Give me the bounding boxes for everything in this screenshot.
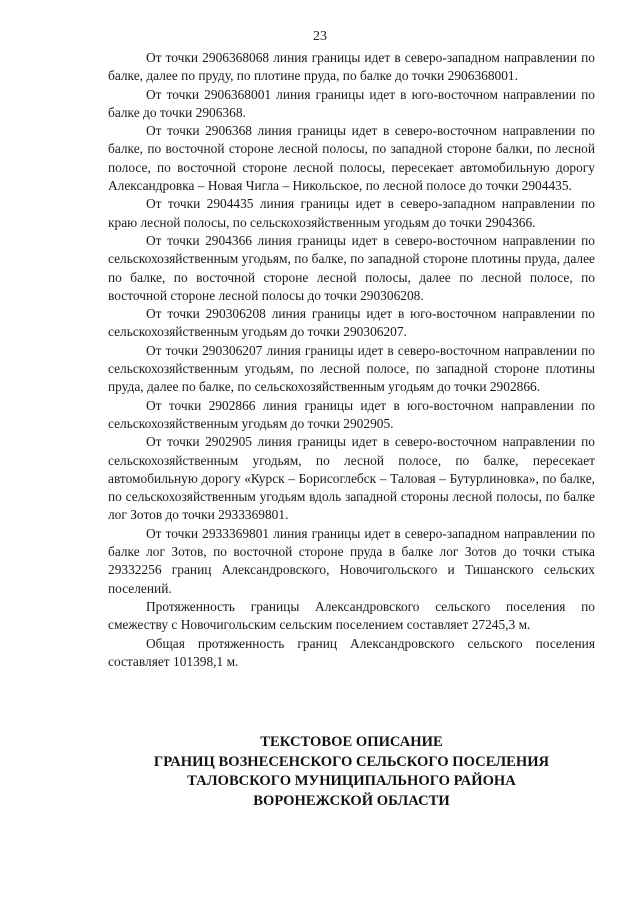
heading-line: ГРАНИЦ ВОЗНЕСЕНСКОГО СЕЛЬСКОГО ПОСЕЛЕНИЯ xyxy=(153,753,550,770)
paragraph: От точки 290306207 линия границы идет в северо-восточном направлении по сельскохозяйственным угодьям, по лесной полосе, по западной стороне плотины пруда, далее по балке, по сельскохозяйственным угодьям до точки 2902866. xyxy=(108,342,595,395)
page-number: 23 xyxy=(313,29,327,44)
heading-line: ВОРОНЕЖСКОЙ ОБЛАСТИ xyxy=(253,792,450,809)
paragraph: Общая протяженность границ Александровского сельского поселения составляет 101398,1 м. xyxy=(108,635,595,669)
heading-line: ТАЛОВСКОГО МУНИЦИПАЛЬНОГО РАЙОНА xyxy=(187,773,516,789)
heading-line: ТЕКСТОВОЕ ОПИСАНИЕ xyxy=(260,734,443,750)
paragraph: От точки 290306208 линия границы идет в юго-восточном направлении по сельскохозяйственным угодьям до точки 290306207. xyxy=(108,306,595,340)
section-heading xyxy=(108,733,595,811)
paragraph: От точки 2933369801 линия границы идет в северо-западном направлении по балке лог Зотов, по восточной стороне пруда в балке лог Зотов до точки стыка 29332256 границ Александровского, Новочигольского и Тишанского сельских поселений. xyxy=(108,525,595,596)
paragraph: От точки 2906368 линия границы идет в северо-восточном направлении по балке, по восточной стороне лесной полосы, по западной стороне балки, по лесной полосе, по восточной стороне лесной полосы, пересекает автомобильную дорогу Александровка – Новая Чигла – Никольское, по лесной полосе до точки 2904435. xyxy=(108,123,595,194)
paragraph: От точки 2904366 линия границы идет в северо-восточном направлении по сельскохозяйственным угодьям, по балке, по западной стороне плотины пруда, далее по балке, по восточной стороне лесной полосы, далее по лесной полосе, по восточной стороне лесной полосы до точки 290306208. xyxy=(108,232,595,303)
paragraph: От точки 2904435 линия границы идет в северо-западном направлении по краю лесной полосы, по сельскохозяйственным угодьям до точки 2904366. xyxy=(108,196,595,230)
paragraph: От точки 2902905 линия границы идет в северо-восточном направлении по сельскохозяйственным угодьям, по лесной полосе, по балке, пересекает автомобильную дорогу «Курск – Борисоглебск – Таловая – Бутурлиновка», по балке, по сельскохозяйственным угодьям вдоль западной стороны лесной полосы, по балке лог Зотов до точки 2933369801. xyxy=(108,434,595,523)
paragraph: От точки 2906368068 линия границы идет в северо-западном направлении по балке, далее по пруду, по плотине пруда, по балке до точки 2906368001. xyxy=(108,50,595,84)
paragraph: От точки 2902866 линия границы идет в юго-восточном направлении по сельскохозяйственным угодьям до точки 2902905. xyxy=(108,397,595,431)
paragraph: Протяженность границы Александровского сельского поселения по смежеству с Новочигольским сельским поселением составляет 27245,3 м. xyxy=(108,598,595,633)
document-body xyxy=(108,49,595,671)
paragraph: От точки 2906368001 линия границы идет в юго-восточном направлении по балке до точки 2906368. xyxy=(108,86,595,120)
